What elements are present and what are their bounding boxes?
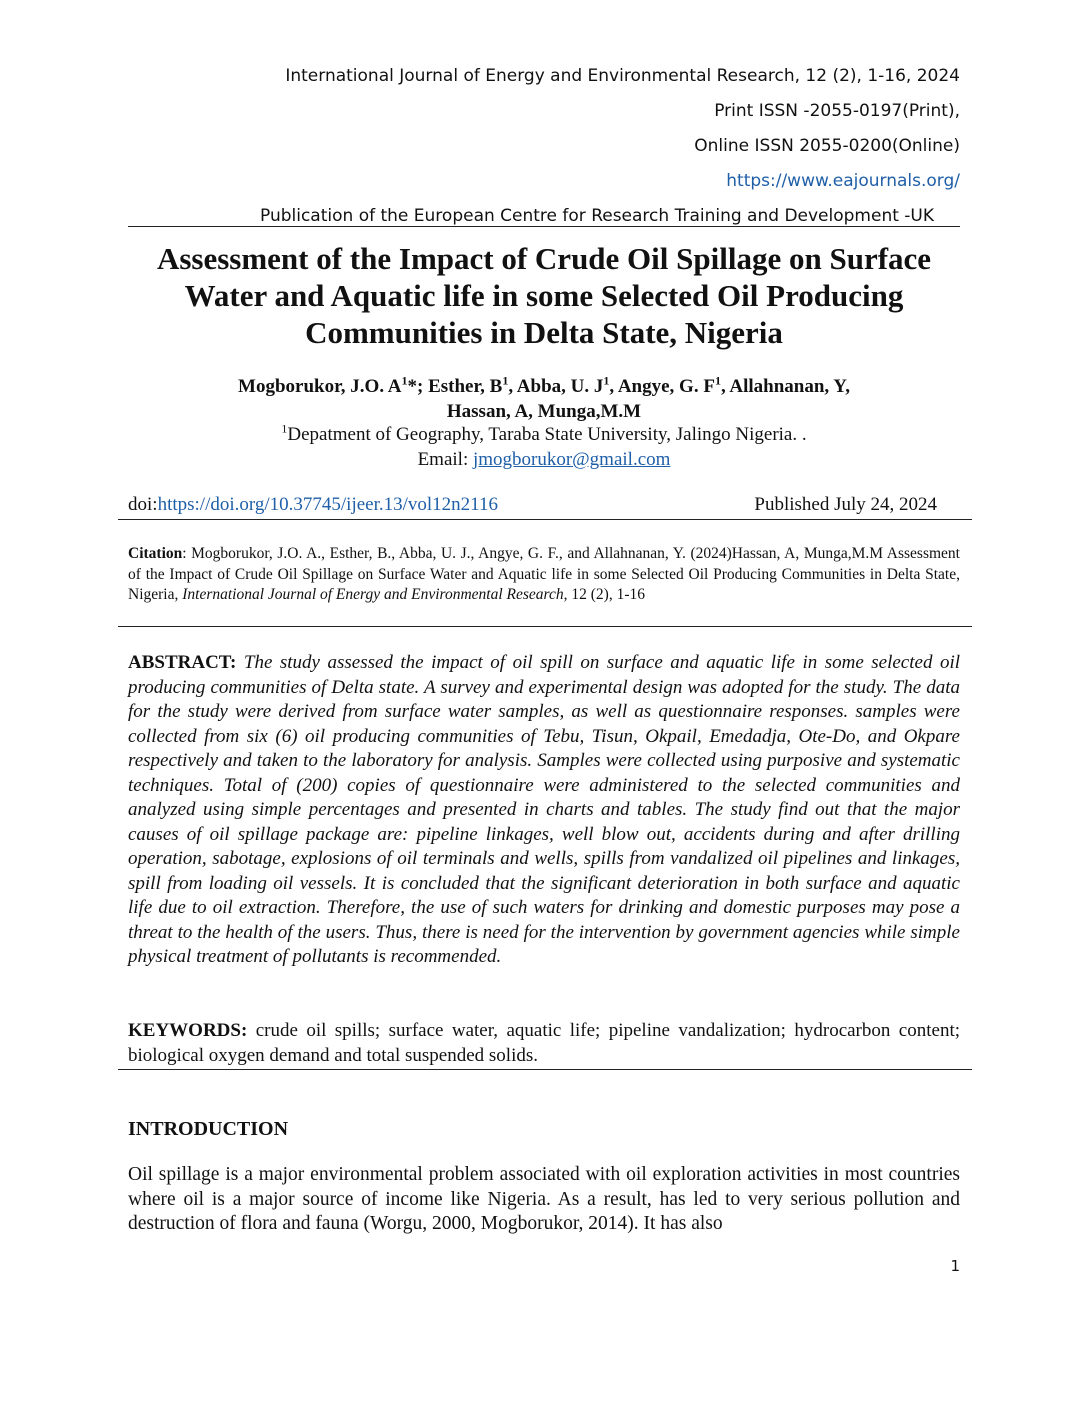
- online-issn: Online ISSN 2055-0200(Online): [694, 136, 960, 156]
- doi-line: [128, 494, 498, 516]
- affiliation-marker: 1: [502, 373, 509, 388]
- author-line-1: [128, 374, 960, 399]
- affiliation-marker: 1: [401, 373, 408, 388]
- affiliation: [128, 422, 960, 447]
- doi-rule: [118, 519, 972, 520]
- keywords-text: crude oil spills; surface water, aquatic life; pipeline vandalization; hydrocarbon content; biological oxygen demand and total suspended solids.: [128, 1020, 961, 1066]
- paper-title: [100, 240, 988, 351]
- affiliation-marker: 1: [714, 373, 721, 388]
- affiliation-marker: 1: [281, 421, 288, 436]
- citation-label: Citation: [128, 545, 183, 562]
- abstract-text: The study assessed the impact of oil spill on surface and aquatic life in some selected oil producing communities of Delta state. A survey and experimental design was adopted for the study. The data for the study were derived from surface water samples, as well as questionnaire responses. samples were collected from six (6) oil producing communities of Tebu, Tisun, Okpail, Emedadja, Ote-Do, and Okpare respectively and taken to the laboratory for analysis. Samples were collected using purposive and systematic techniques. Total of (200) copies of questionnaire were administered to the selected communities and analyzed using simple percentages and presented in charts and tables. The study find out that the major causes of oil spillage package are: pipeline linkages, well blow out, accidents during and after drilling operation, sabotage, explosions of oil terminals and wells, spills from vandalized oil pipelines and linkages, spill from loading oil vessels. It is concluded that the significant deterioration in both surface and aquatic life due to oil extraction. Therefore, the use of such waters for drinking and domestic purposes may pose a threat to the health of the users. Thus, there is need for the intervention by government agencies while simple physical treatment of pollutants is recommended.: [128, 652, 961, 967]
- abstract-block: [128, 651, 960, 970]
- citation-text: : Mogborukor, J.O. A., Esther, B., Abba, U. J., Angye, G. F., and Allahnanan, Y. (2024)Hassan, A, Munga,M.M Assessment of the Impact of Crude Oil Spillage on Surface Water and Aquatic life in some Selected Oil Producing Communities in Delta State, Nigeria,: [128, 545, 960, 603]
- email-line: [128, 447, 960, 472]
- author-name: , Allahnanan, Y,: [720, 376, 850, 397]
- title-line: Assessment of the Impact of Crude Oil Spillage on Surface: [156, 241, 932, 276]
- introduction-paragraph: Oil spillage is a major environmental problem associated with oil exploration activities in most countries where oil is a major source of income like Nigeria. As a result, has led to very serious pollution and destruction of flora and fauna (Worgu, 2000, Mogborukor, 2014). It has also: [128, 1164, 960, 1234]
- affiliation-text: Depatment of Geography, Taraba State University, Jalingo Nigeria. .: [287, 424, 807, 445]
- corresponding-marker: *;: [407, 376, 429, 397]
- doi-link[interactable]: https://doi.org/10.37745/ijeer.13/vol12n2116: [157, 494, 498, 515]
- title-line: Communities in Delta State, Nigeria: [305, 315, 783, 350]
- journal-website-link[interactable]: https://www.eajournals.org/: [726, 171, 960, 191]
- author-name: , Angye, G. F: [609, 376, 715, 397]
- keywords-block: [128, 1019, 960, 1068]
- published-date: Published July 24, 2024: [754, 494, 937, 515]
- keywords-rule: [118, 1069, 972, 1070]
- abstract-label: ABSTRACT:: [128, 652, 237, 673]
- author-name: , Abba, U. J: [508, 376, 604, 397]
- author-name: Mogborukor, J.O. A: [238, 376, 402, 397]
- citation-tail: , 12 (2), 1-16: [563, 586, 646, 603]
- email-link[interactable]: jmogborukor@gmail.com: [472, 449, 671, 470]
- affiliation-marker: 1: [603, 373, 610, 388]
- citation-rule: [118, 626, 972, 627]
- header-rule: [128, 226, 960, 227]
- author-name: Esther, B: [428, 376, 503, 397]
- journal-header: International Journal of Energy and Environmental Research, 12 (2), 1-16, 2024: [285, 66, 960, 86]
- doi-label: doi:: [128, 494, 158, 515]
- keywords-label: KEYWORDS:: [128, 1020, 248, 1041]
- publisher-line: Publication of the European Centre for Research Training and Development -UK: [260, 206, 935, 226]
- page-number: 1: [950, 1257, 960, 1275]
- print-issn: Print ISSN -2055-0197(Print),: [714, 101, 960, 121]
- author-line-2: Hassan, A, Munga,M.M: [446, 401, 642, 422]
- citation-block: [128, 544, 960, 606]
- author-list: [128, 374, 960, 424]
- citation-journal: International Journal of Energy and Environmental Research: [182, 586, 564, 603]
- section-heading: INTRODUCTION: [128, 1118, 289, 1140]
- title-line: Water and Aquatic life in some Selected Oil Producing: [184, 278, 904, 313]
- email-label: Email:: [417, 449, 473, 470]
